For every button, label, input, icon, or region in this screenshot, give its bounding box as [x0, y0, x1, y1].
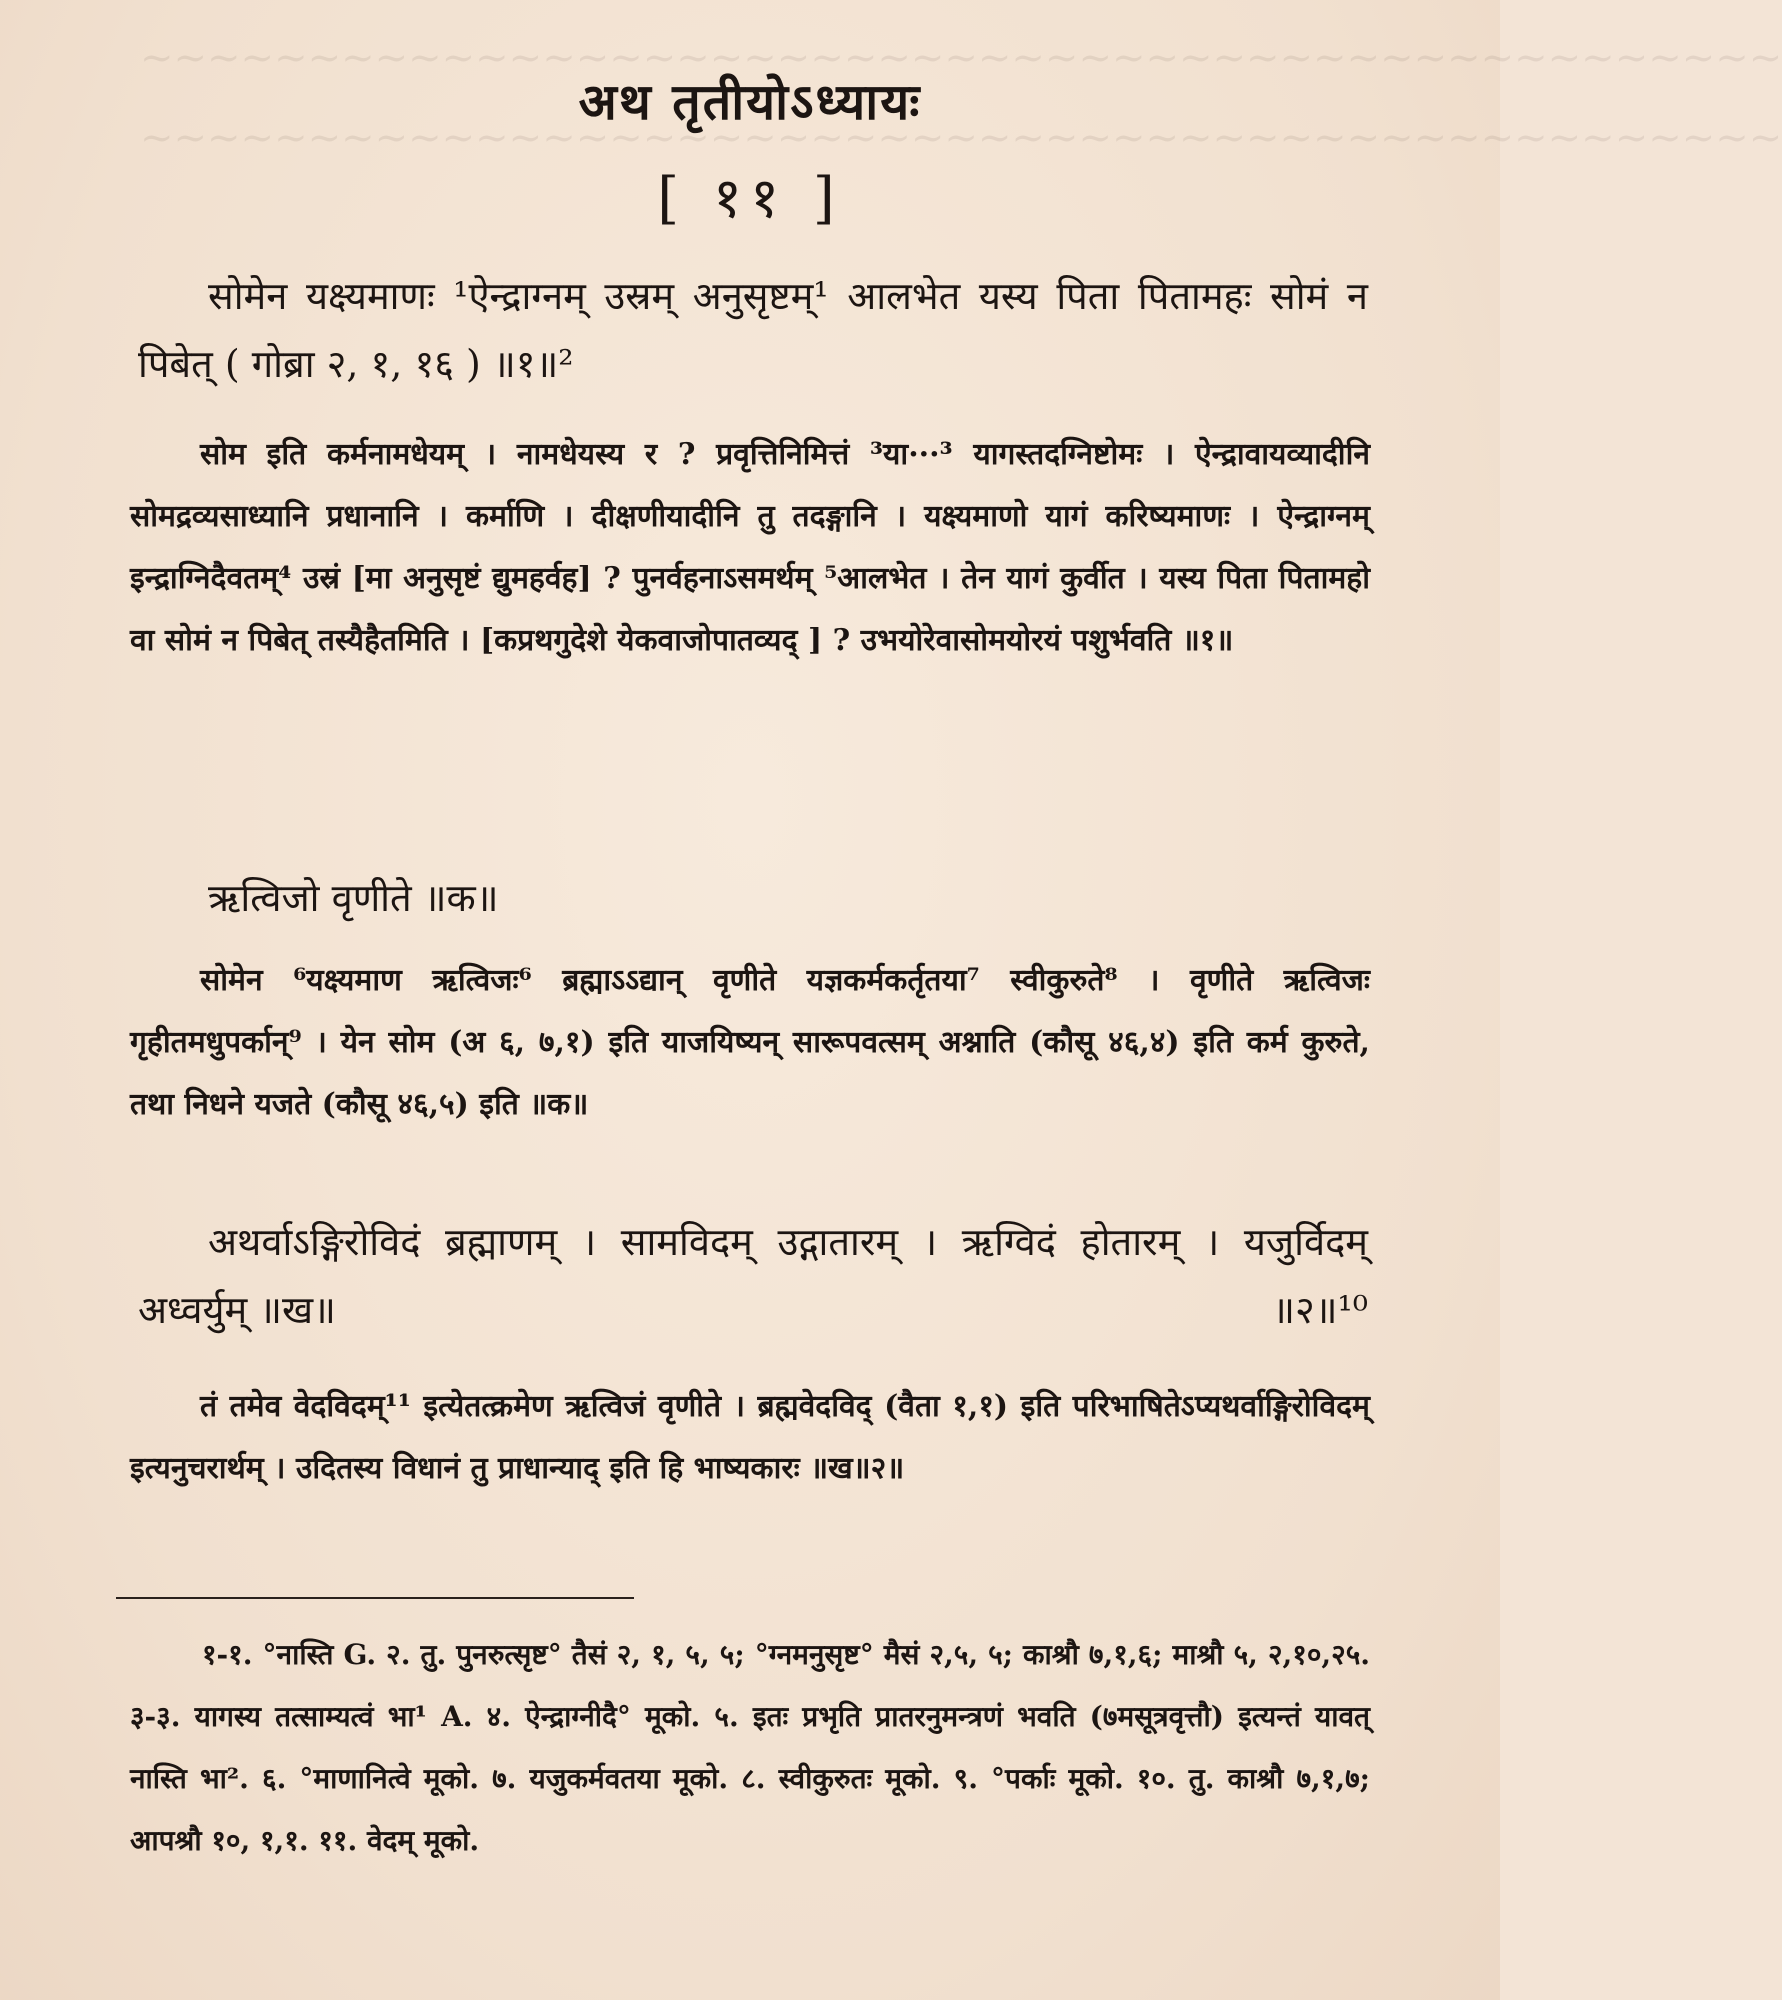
footnotes: १-१. °नास्ति G. २. तु. पुनरुत्सृष्ट° तैसं २, १, ५, ५; °ग्नमनुसृष्ट° मैसं २,५, ५; काश्रौ ७,१,६; माश्रौ ५, २,१०,२५. ३-३. यागस्य तत्साम्यत्वं भा¹ A. ४. ऐन्द्राग्नीदै° मूको. ५. इतः प्रभृति प्रातरनुमन्त्रणं भवति (७मसूत्रवृत्तौ) इत्यन्तं यावत् नास्ति भा². ६. °माणानित्वे मूको. ७. यजुकर्मवतया मूको. ८. स्वीकुरुतः मूको. ९. °पर्काः मूको. १०. तु. काश्रौ ७,१,७; आपश्रौ १०, १,१. ११. वेदम् मूको. — [130, 1638, 1370, 1857]
chapter-title: अथ तृतीयोऽध्यायः — [578, 72, 922, 131]
commentary-1: सोम इति कर्मनामधेयम् । नामधेयस्य र ? प्रवृत्तिनिमित्तं ³या···³ यागस्तदग्निष्टोमः । ऐन्द्रावायव्यादीनि सोमद्रव्यसाध्यानि प्रधानानि । कर्माणि । दीक्षणीयादीनि तु तदङ्गानि । यक्ष्यमाणो यागं करिष्यमाणः । ऐन्द्राग्नम् इन्द्राग्निदैवतम्⁴ उस्रं [मा अनुसृष्टं द्युमहर्वह] ? पुनर्वहनाऽसमर्थम् ⁵आलभेत । तेन यागं कुर्वीत । यस्य पिता पितामहो वा सोमं न पिबेत् तस्यैहैतमिति । [कप्रथगुदेशे येकवाजोपातव्यद् ] ? उभयोरेवासोमयोरयं पशुर्भवति ॥१॥ — [130, 437, 1370, 658]
commentary-2: तं तमेव वेदविदम्¹¹ इत्येतत्क्रमेण ऋत्विजं वृणीते । ब्रह्मवेदविद् (वैता १,१) इति परिभाषितेऽप्यथर्वाङ्गिरोविदम् इत्यनुचरार्थम् । उदितस्य विधानं तु प्राधान्याद् इति हि भाष्यकारः ॥ख॥२॥ — [130, 1389, 1370, 1486]
sutra-2 — [138, 1208, 1368, 1344]
bleed-through-text: ~~~~~~~~~~~~~~~~~~~~~~~~~~~~~~~~~~~~~~~~~~~~~~~~~ ~~~~~~~~~~~~~~~~~~~~~~~~~~~~~~~~~~~~~~~~~~~~~~~~~ — [140, 35, 1782, 161]
sutra-ka: ऋत्विजो वृणीते ॥क॥ — [208, 876, 499, 920]
section-number: [ ११ ] — [657, 166, 843, 231]
commentary-ka: सोमेन ⁶यक्ष्यमाण ऋत्विजः⁶ ब्रह्माऽऽद्यान् वृणीते यज्ञकर्मकर्तृतया⁷ स्वीकुरुते⁸ । वृणीते ऋत्विजः गृहीतमधुपर्कान्⁹ । येन सोम (अ ६, ७,१) इति याजयिष्यन् सारूपवत्सम् अश्नाति (कौसू ४६,४) इति कर्म कुरुते, तथा निधने यजते (कौसू ४६,५) इति ॥क॥ — [130, 963, 1370, 1122]
footnote-divider — [116, 1597, 634, 1599]
sutra-2-number: ॥२॥¹⁰ — [1272, 1288, 1368, 1332]
sutra-1: सोमेन यक्ष्यमाणः ¹ऐन्द्राग्नम् उस्रम् अनुसृष्टम्¹ आलभेत यस्य पिता पितामहः सोमं न पिबेत् ( गोब्रा २, १, १६ ) ॥१॥² — [138, 274, 1368, 386]
sutra-2-text: अथर्वाऽङ्गिरोविदं ब्रह्माणम् । सामविदम् उद्गातारम् । ऋग्विदं होतारम् । यजुर्विदम् अध्वर्युम् ॥ख॥ — [138, 1220, 1368, 1332]
